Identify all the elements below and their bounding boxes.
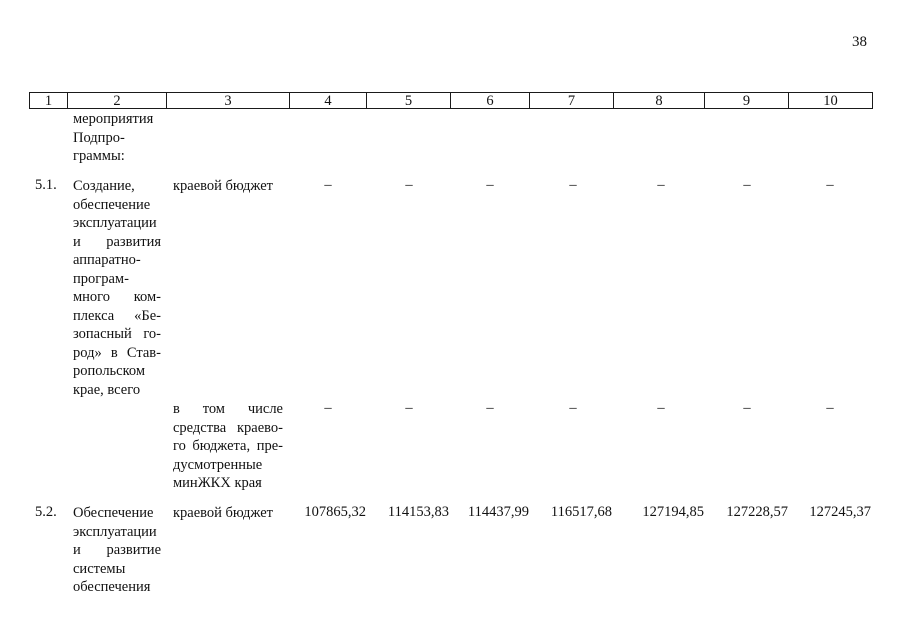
value-cell: – (486, 400, 494, 416)
row-number: 5.2. (35, 504, 57, 520)
header-cell-4: 4 (289, 92, 366, 109)
header-cell-2: 2 (67, 92, 166, 109)
header-cell-6: 6 (450, 92, 529, 109)
header-cell-7: 7 (529, 92, 613, 109)
value-cell: 127245,37 (809, 504, 871, 520)
header-cell-8: 8 (613, 92, 704, 109)
header-cell-3: 3 (166, 92, 289, 109)
row-source-cell: в том числе средства краевого бюджета, предусмотренные минЖКХ края (173, 401, 283, 491)
value-cell: – (486, 177, 494, 193)
value-cell: – (657, 177, 665, 193)
table-header-row (29, 92, 873, 109)
header-cell-5: 5 (366, 92, 450, 109)
value-cell: 107865,32 (304, 504, 366, 520)
value-cell: – (743, 400, 751, 416)
value-cell: – (826, 400, 834, 416)
row-source-cell: краевой бюджет (173, 505, 273, 521)
value-cell: 114153,83 (387, 504, 449, 520)
row-number: 5.1. (35, 177, 57, 193)
row-name-cell: Обеспечение эксплуатации и развитие системы обеспечения (73, 505, 161, 595)
value-cell: 116517,68 (550, 504, 612, 520)
header-cell-10: 10 (788, 92, 873, 109)
value-cell: – (826, 177, 834, 193)
value-cell: – (569, 400, 577, 416)
header-cell-9: 9 (704, 92, 788, 109)
value-cell: – (743, 177, 751, 193)
value-cell: 114437,99 (467, 504, 529, 520)
header-cell-1: 1 (29, 92, 67, 109)
value-cell: – (405, 177, 413, 193)
value-cell: 127228,57 (726, 504, 788, 520)
page-number: 38 (852, 34, 867, 50)
row-source-cell: краевой бюджет (173, 178, 273, 194)
value-cell: – (405, 400, 413, 416)
row-name-cell: Создание, обеспечение эксплуатации и развития аппаратно-программного комплекса «Безопасный город» в Ставропольском крае, всего (73, 178, 161, 398)
value-cell: – (324, 177, 332, 193)
value-cell: 127194,85 (642, 504, 704, 520)
value-cell: – (324, 400, 332, 416)
value-cell: – (569, 177, 577, 193)
value-cell: – (657, 400, 665, 416)
row-name-cell: мероприятия Подпрограммы: (73, 111, 154, 164)
